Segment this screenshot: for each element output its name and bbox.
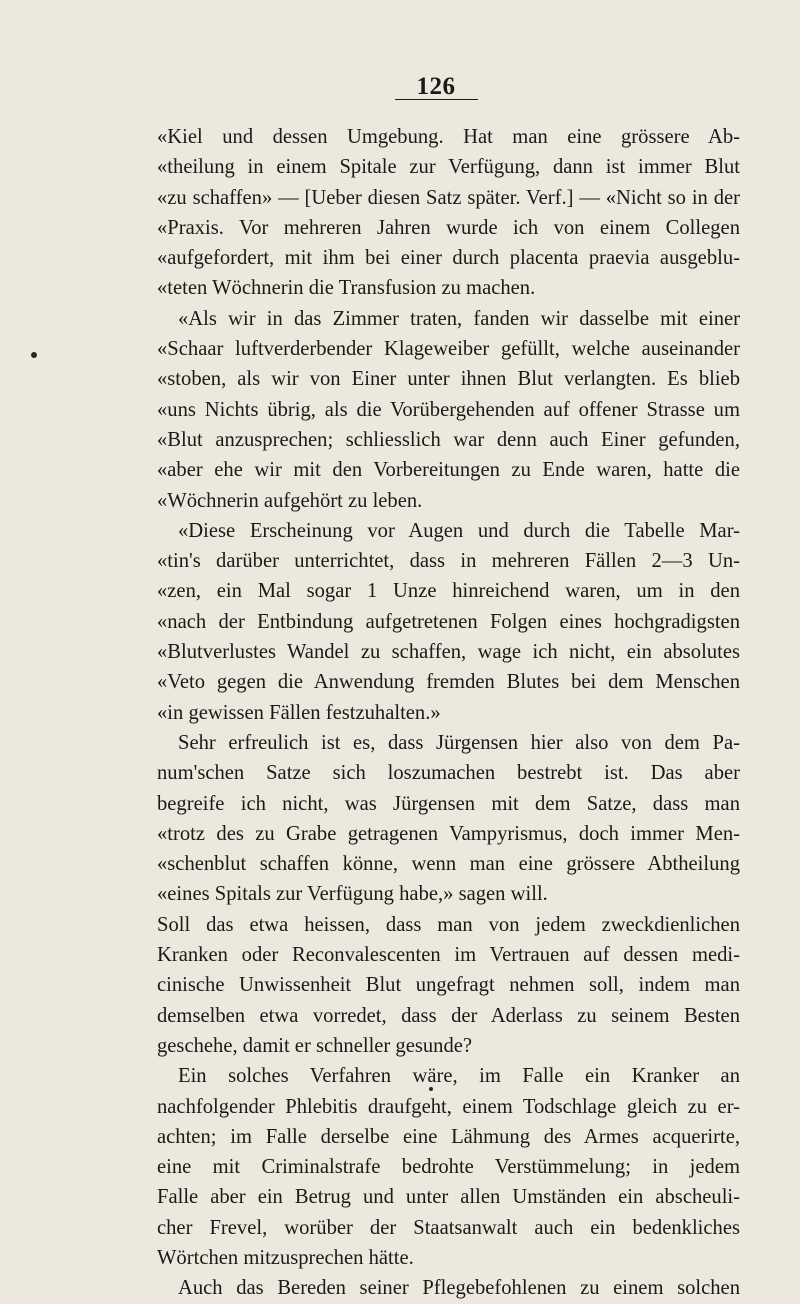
text-line: «aber ehe wir mit den Vorbereitungen zu Ende waren, hatte die	[157, 459, 740, 482]
text-line: «in gewissen Fällen festzuhalten.»	[157, 701, 441, 724]
text-line: Auch das Bereden seiner Pflegebefohlenen zu einem solchen	[178, 1277, 740, 1300]
text-line: «nach der Entbindung aufgetretenen Folgen eines hochgradigsten	[157, 610, 740, 633]
text-line: «tin's darüber unterrichtet, dass in mehreren Fällen 2—3 Un-	[157, 550, 740, 573]
text-line: Soll das etwa heissen, dass man von jedem zweckdienlichen	[157, 913, 740, 936]
text-line: «theilung in einem Spitale zur Verfügung, dann ist immer Blut	[157, 156, 740, 179]
text-line: cher Frevel, worüber der Staatsanwalt auch ein bedenkliches	[157, 1216, 740, 1239]
text-line: «uns Nichts übrig, als die Vorübergehenden auf offener Strasse um	[157, 398, 740, 421]
text-line: «trotz des zu Grabe getragenen Vampyrismus, doch immer Men-	[157, 822, 740, 845]
text-line: «Praxis. Vor mehreren Jahren wurde ich von einem Collegen	[157, 216, 740, 239]
text-line: «Wöchnerin aufgehört zu leben.	[157, 489, 423, 512]
text-line: «teten Wöchnerin die Transfusion zu machen.	[157, 277, 536, 300]
margin-speck	[429, 1087, 433, 1091]
text-line: geschehe, damit er schneller gesunde?	[157, 1034, 473, 1057]
text-line: «zen, ein Mal sogar 1 Unze hinreichend waren, um in den	[157, 580, 740, 603]
text-line: Ein solches Verfahren wäre, im Falle ein Kranker an	[178, 1065, 740, 1088]
text-line: «eines Spitals zur Verfügung habe,» sagen will.	[157, 883, 548, 906]
text-line: cinische Unwissenheit Blut ungefragt nehmen soll, indem man	[157, 974, 740, 997]
body-text	[157, 122, 740, 1304]
text-line: «Als wir in das Zimmer traten, fanden wir dasselbe mit einer	[178, 307, 740, 330]
text-line: «stoben, als wir von Einer unter ihnen Blut verlangten. Es blieb	[157, 368, 740, 391]
text-line: «aufgefordert, mit ihm bei einer durch placenta praevia ausgeblu-	[157, 247, 740, 270]
text-line: achten; im Falle derselbe eine Lähmung des Armes acquerirte,	[157, 1125, 740, 1148]
margin-speck	[31, 352, 37, 358]
text-line: «Schaar luftverderbender Klageweiber gefüllt, welche auseinander	[157, 338, 740, 361]
text-line: Wörtchen mitzusprechen hätte.	[157, 1246, 414, 1269]
text-line: «schenblut schaffen könne, wenn man eine grössere Abtheilung	[157, 853, 740, 876]
text-line: «Blut anzusprechen; schliesslich war denn auch Einer gefunden,	[157, 428, 740, 451]
text-line: «Veto gegen die Anwendung fremden Blutes bei dem Menschen	[157, 671, 740, 694]
text-line: Kranken oder Reconvalescenten im Vertrauen auf dessen medi-	[157, 944, 740, 967]
page-number	[0, 73, 800, 101]
text-line: eine mit Criminalstrafe bedrohte Verstümmelung; in jedem	[157, 1156, 740, 1179]
text-line: «zu schaffen» — [Ueber diesen Satz später. Verf.] — «Nicht so in der	[157, 186, 740, 209]
text-line: Falle aber ein Betrug und unter allen Umständen ein abscheuli-	[157, 1186, 740, 1209]
text-line: begreife ich nicht, was Jürgensen mit dem Satze, dass man	[157, 792, 740, 815]
text-line: «Blutverlustes Wandel zu schaffen, wage ich nicht, ein absolutes	[157, 641, 740, 664]
text-line: Sehr erfreulich ist es, dass Jürgensen hier also von dem Pa-	[178, 731, 740, 754]
text-line: «Kiel und dessen Umgebung. Hat man eine grössere Ab-	[157, 126, 740, 148]
text-line: num'schen Satze sich loszumachen bestrebt ist. Das aber	[157, 762, 740, 785]
page-number-text: 126	[416, 73, 456, 100]
text-line: demselben etwa vorredet, dass der Aderlass zu seinem Besten	[157, 1004, 740, 1027]
text-line: nachfolgender Phlebitis draufgeht, einem Todschlage gleich zu er-	[157, 1095, 740, 1118]
text-line: «Diese Erscheinung vor Augen und durch die Tabelle Mar-	[178, 519, 740, 542]
